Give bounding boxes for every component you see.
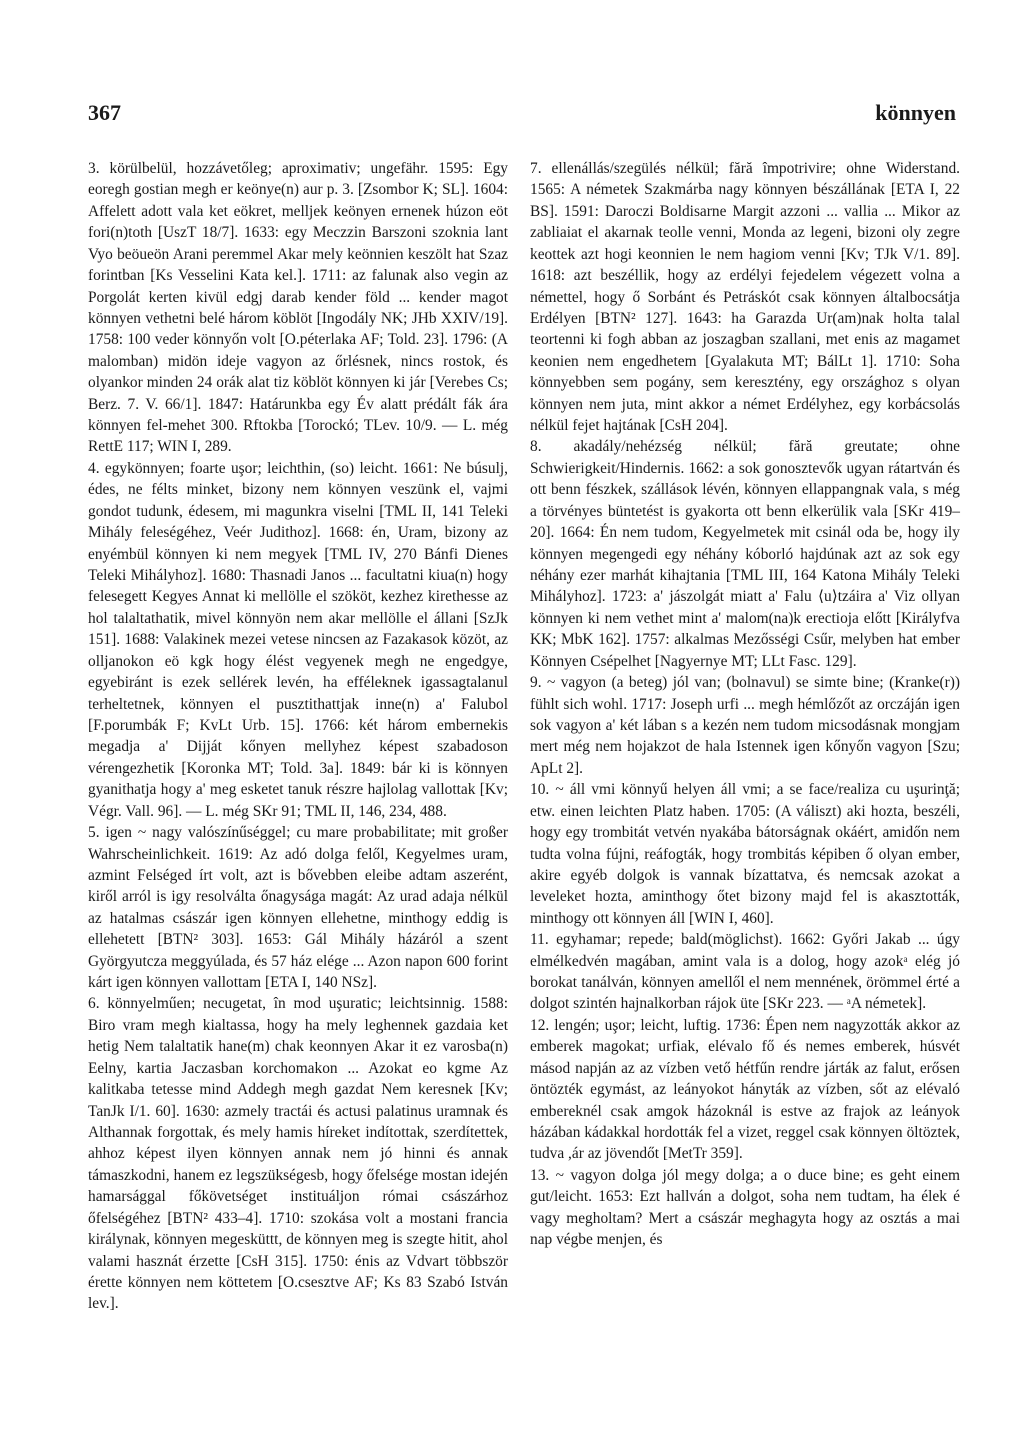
sense-text: akadály/nehézség nélkül; fără greutate; ohne Schwierigkeit/Hindernis. 1662: a sok gonosztevők ugyan rátartván és ott benn fészkek, szállások lévén, könnyen ellappangnak vala, s még a törvényes büntetést is gyakorta ott benn elkerülik vala [SKr 419–20]. 1664: Én nem tudom, Kegyelmetek mit csinál oda be, hogy ily könnyen megengedi egy néhány kóborló hajdúnak azt az sok egy néhány ezer marhát kihajtania [TML III, 164 Katona Mihály Teleki Mihályhoz]. 1723: a' jászolgát miatt a' Falu ⟨u⟩tzáira a' Viz ollyan könnyen ki nem vethet mint a' malom(na)k erectioja előtt [Királyfva KK; MbK 162]. 1757: alkalmas Mezősségi Csűr, melyben hat ember Könnyen Csépelhet [Nagyernye MT; LLt Fasc. 129]. xyxy=(530,438,960,670)
sense-number: 12. xyxy=(530,1016,550,1034)
sense-text: könnyelműen; necugetat, în mod uşuratic; leichtsinnig. 1588: Biro vram megh kialtassa, hogy ha mely leghennek gazdaia ket hetig Nem talaltatik hane(m) chak keonnyen Akar it ez varosba(n) Eelny, kartia Jaczasban korchomakon ... Azokat eo kgme Az kalitkaba tetesse mind Addegh megh gazdat Nem keresnek [Kv; TanJk I/1. 60]. 1630: azmely tractái és actusi palatinus uramnak és Althannak forgottak, és mely hamis híreket indítottak, szerdítettek, ahhoz képest ilyen könnyen annak nem jó hinni és annak támaszkodni, hanem ez legszükségesb, hogy őfelsége mostan idején hamarsággal főkövetséget instituáljon római császárhoz őfelségéhez [BTN² 433–4]. 1710: szokása volt a mostani francia királynak, könnyen megesküttt, de könnyen meg is szegte hitit, ahol valami hasznát érzette [CsH 315]. 1750: énis az Vdvart többször érette könnyen nem köttetem [O.csesztve AF; Ks 83 Szabó István lev.]. xyxy=(88,995,508,1313)
sense-text: lengén; uşor; leicht, luftig. 1736: Épen nem nagyzották akkor az emberek magokat; urfiak, elévalo fő és nemes emberek, húsvét másod napján az az vízben vető hétfűn rendre járták az falut, erősen öntözték egymást, az leányokot hányták az vízben, sőt az elévaló embereknél csak amgok házoknál is estve az frajok az leányok házában kádakkal hordották fel a vizet, reggel csak könnyen öltöztek, tudva ,ár az jövendőt [MetTr 359]. xyxy=(530,1016,960,1163)
sense-entry xyxy=(530,1165,960,1251)
sense-entry xyxy=(530,1015,960,1165)
right-column xyxy=(530,158,960,1251)
sense-entry xyxy=(530,158,960,436)
running-headword: könnyen xyxy=(875,100,956,125)
sense-number: 7. xyxy=(530,160,542,177)
sense-number: 5. xyxy=(88,824,100,842)
sense-number: 4. xyxy=(88,459,100,477)
sense-text: ~ áll vmi könnyű helyen áll vmi; a se face/realiza cu uşurinţă; etw. einen leichten Platz haben. 1705: (A váliszt) aki hozta, beszéli, hogy egy trombitát vetvén nyakába bátorságnak okáért, amidőn nem tudta volna fújni, reáfogták, hogy trombitás képiben ő olyan ember, akire egyéb dolgok is vannak bízattatva, és nemcsak azokat a leveleket hozta, aminthogy őtet bizony majd fel is akasztották, minthogy ott könnyen áll [WIN I, 460]. xyxy=(530,781,960,927)
page-header xyxy=(0,100,1024,140)
sense-number: 6. xyxy=(88,995,100,1013)
sense-text: körülbelül, hozzávetőleg; aproximativ; ungefähr. 1595: Egy eoregh gostian megh er keönye(n) aur p. 3. [Zsombor K; SL]. 1604: Affelett adott vala ket eökret, melljek keönyen ernenek húzon eöt fori(n)toth [UszT 18/7]. 1633: egy Meczzin Barszoni szoknia lant Vyo beöueön Arani peremmel Akar mely keönnien keszölt hat Szaz forintban [Ks Vesselini Kata kel.]. 1711: az falunak also vegin az Porgolát kerten kivül edgj darab kender föld ... kender magot könnyen vethetni belé három köblöt [Ingodály NK; JHb XXIV/19]. 1758: 100 veder könnyőn volt [O.péterlaka AF; Told. 23]. 1796: (A malomban) midön ideje vagyon az őrlésnek, nincs rostok, és olyankor minden 24 orák alat tiz köblöt könnyen ki jár [Verebes Cs; Berz. 7. V. 66/1]. 1847: Határunkba egy Év alatt prédált fák ára könnyen fel-mehet 300. Rftokba [Torockó; TLev. 10/9. — L. még RettE 117; WIN I, 289. xyxy=(88,160,508,456)
sense-entry xyxy=(530,672,960,779)
sense-number: 8. xyxy=(530,438,542,456)
sense-text: ellenállás/szegülés nélkül; fără împotrivire; ohne Widerstand. 1565: A németek Szakmárba nagy könnyen bészállának [ETA I, 22 BS]. 1591: Daroczi Boldisarne Margit azzoni ... vallia ... Mikor az zabliaiat el akarnak teolle venni, Monda az legeni, bizoni oly zegre keottek azt hogi keonnien le nem hagiom venni [Kv; TJk V/1. 89]. 1618: azt beszéllik, hogy az erdélyi fejedelem végezett volna a némettel, hogy ő Sorbánt és Petráskót csak könnyen általbocsátja Erdélyen [BTN² 127]. 1643: ha Garazda Ur(am)nak holta talal teortenni ki fogh abban az joszagban szallani, met enis az magamet keonien nem engedhetem [Gyalakuta MT; BálLt 1]. 1710: Soha könnyebben sem pogány, sem keresztény, egy országhoz s olyan könnyen nem juta, mint akkor a német Erdélyhez, egy korbácsolás nélkül fejet hajtának [CsH 204]. xyxy=(530,160,960,435)
sense-number: 13. xyxy=(530,1166,550,1184)
sense-entry xyxy=(88,458,508,822)
sense-entry xyxy=(88,822,508,993)
sense-number: 11. xyxy=(530,931,549,949)
left-column xyxy=(88,158,508,1315)
page-number: 367 xyxy=(88,100,121,125)
sense-number: 9. xyxy=(530,674,542,692)
sense-text: egyhamar; repede; bald(möglichst). 1662: Győri Jakab ... úgy elmélkedvén magában, amint vala is a dolog, hogy azokᵃ elég jó borokat tanálván, könnyen amellől el nem mennének, örömmel érté a dolgot szintén hajnalkorban rájok üte [SKr 223. — ᵃA németek]. xyxy=(530,931,960,1013)
sense-text: egykönnyen; foarte uşor; leichthin, (so) leicht. 1661: Ne búsulj, édes, ne félts minket, bizony nem könnyen veszünk el, vajmi gondot tudunk, édesem, mi magunkra viselni [TML II, 141 Teleki Mihály feleségéhez, Veér Judithoz]. 1668: én, Uram, bizony az enyémbül könnyen ki nem megyek [TML IV, 270 Bánfi Dienes Teleki Mihályhoz]. 1680: Thasnadi Janos ... facultatni kiua(n) hogy felesegett Kegyes Annat ki mellölle el szököt, kezhez kirethesse az hol talaltathatik, mivel könnyön nem akar mellölle el állani [SzJk 151]. 1688: Valakinek mezei vetese nincsen az Fazakasok közöt, az olljanokon eö kgk hogy élést vegyenek megh ne engedgye, egyebiránt is ezek sellérek levén, ha efféleknek igassagtalanul terheltetnek, könnyen el pusztithattjak inne(n) a' Falubol [F.porumbák F; KvLt Urb. 15]. 1766: két három embernekis megadja a' Dijját kőnyen mellyhez képest szabadoson vérengezhetik [Koronka MT; Told. 3a]. 1849: bár ki is könnyen gyanithatja hogy a' meg esketet tanuk részre hajlolag vallottak [Kv; Végr. Vall. 96]. — L. még SKr 91; TML II, 146, 234, 488. xyxy=(88,459,508,820)
sense-entry xyxy=(530,929,960,1015)
sense-text: ~ vagyon (a beteg) jól van; (bolnavul) se simte bine; (Kranke(r)) fühlt sich wohl. 1717: Joseph urfi ... megh hémlőzőt az orczáján igen sok vagyon a' két lában s a kezén nem tudom micsodásnak mongjam mert még nem hojakzot de hala Istennek igen kőnyőn vagyon [Szu; ApLt 2]. xyxy=(530,674,960,777)
sense-number: 10. xyxy=(530,781,550,799)
sense-text: ~ vagyon dolga jól megy dolga; a o duce bine; es geht einem gut/leicht. 1653: Ezt hallván a dolgot, soha nem tudtam, ha élek é vagy megholtam? Mert a császár meghagyta hogy az osztás a mai nap végbe menjen, és xyxy=(530,1166,960,1249)
sense-entry xyxy=(530,779,960,929)
sense-text: igen ~ nagy valószínűséggel; cu mare probabilitate; mit großer Wahrscheinlichkeit. 1619: Az adó dolga felől, Kegyelmes uram, azmint Felséged írt volt, azt is bővebben eleibe adtam aszerént, kiről arról is igy resolválta őnagysága magát: Az urad adaja nélkül az hatalmas császár igen könnyen ellehetne, minthogy eddig is ellehetett [BTN² 303]. 1653: Gál Mihály házáról a szent Györgyutcza meggyúlada, és 57 ház elége ... Azon napon 600 forint kárt igen könnyen vallottam [ETA I, 140 NSz]. xyxy=(88,824,508,992)
sense-entry xyxy=(88,993,508,1314)
sense-number: 3. xyxy=(88,160,100,177)
sense-entry xyxy=(530,436,960,672)
sense-entry xyxy=(88,158,508,458)
